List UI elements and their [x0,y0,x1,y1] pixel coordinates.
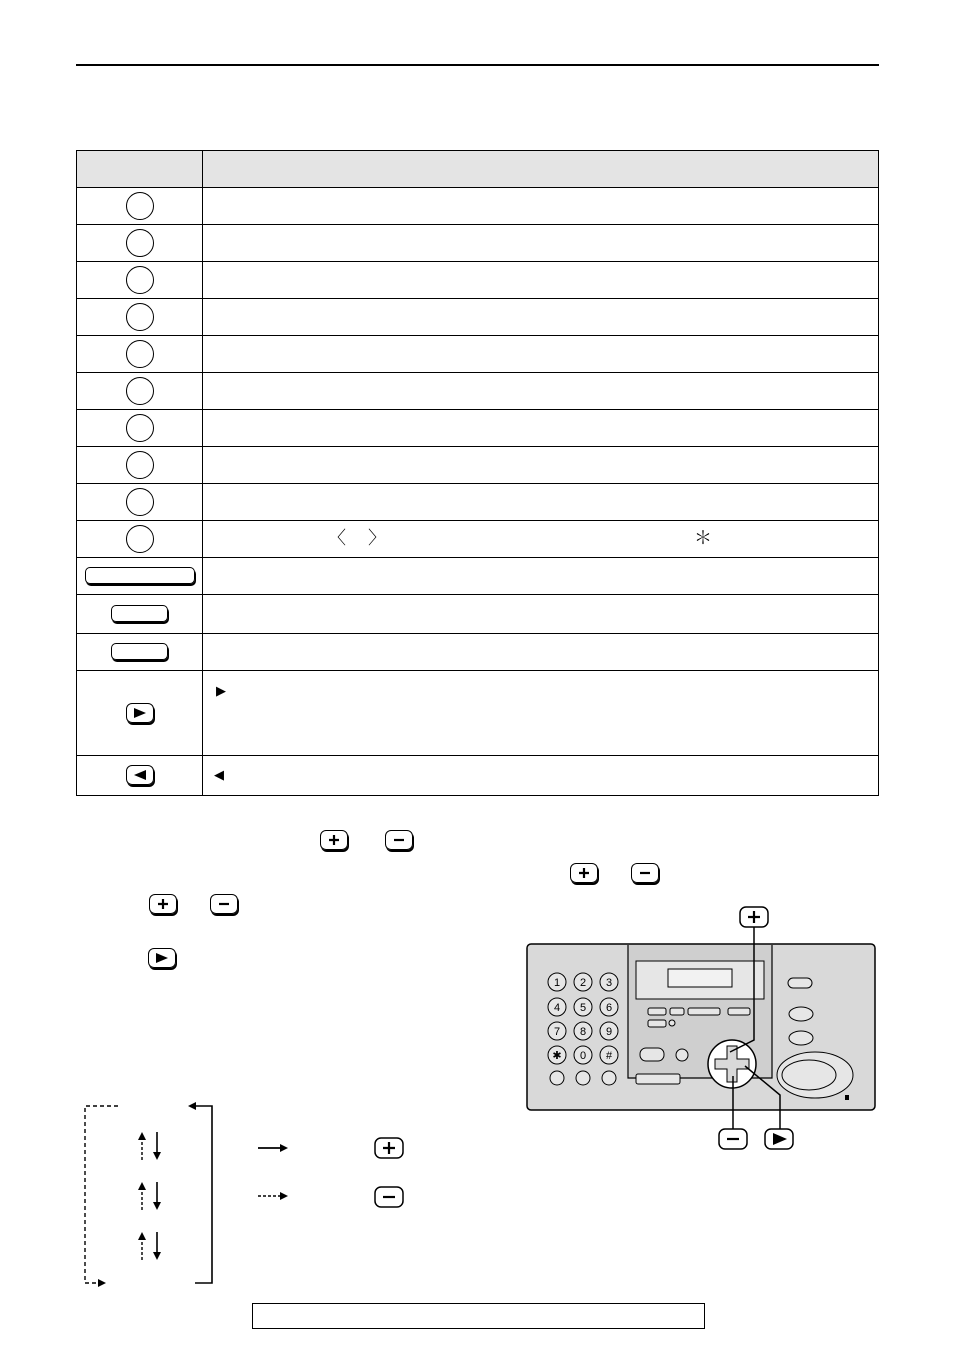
table-row [77,225,879,262]
row-description [203,225,879,262]
minus-button-icon [385,830,413,851]
plus-button-icon [570,863,598,884]
circle-key-icon [126,451,154,479]
wide-key-button-icon [85,567,195,584]
minus-button-icon [210,894,238,915]
keypad-key: 7 [553,1026,561,1038]
row-description [203,299,879,336]
plus-button-icon [149,894,177,915]
table-row [77,634,879,671]
up-down-arrows-icon [138,1132,161,1160]
keypad-key: 4 [553,1002,561,1014]
row-description [203,373,879,410]
panel-minus-key-icon [719,1129,747,1149]
table-row [77,558,879,595]
dashed-arrow-legend [258,1187,403,1207]
cycle-diagram [75,1095,425,1295]
keypad-key: 9 [605,1026,613,1038]
circle-key-icon [126,192,154,220]
table-row [77,262,879,299]
keypad-key: # [605,1050,613,1062]
right-bullet-icon: ▶ [216,683,226,698]
note-box [252,1303,705,1329]
keypad-key: 8 [579,1026,587,1038]
fax-control-panel-illustration [515,900,885,1160]
left-bullet-icon: ◀ [214,767,224,782]
panel-right-arrow-key-icon [765,1129,793,1149]
table-row [77,373,879,410]
circle-key-icon [126,266,154,294]
row-description [203,595,879,634]
keypad-key: 0 [579,1050,587,1062]
keypad-key: 6 [605,1002,613,1014]
table-row [77,447,879,484]
up-down-arrows-icon [138,1182,161,1210]
star-symbol: ＊ [694,528,712,548]
left-arrow-button-icon [126,765,154,785]
table-row [77,595,879,634]
key-column-header [77,151,203,188]
keypad-key: 3 [605,977,613,989]
right-arrow-button-icon [126,703,154,723]
keypad-key: 5 [579,1002,587,1014]
table-row [77,521,879,558]
row-description [203,410,879,447]
circle-key-icon [126,340,154,368]
right-angle-symbol: 〉 [368,528,386,548]
row-description [203,558,879,595]
up-down-arrows-icon [138,1232,161,1260]
table-row [77,336,879,373]
table-row [77,484,879,521]
circle-key-icon [126,229,154,257]
keypad-key: ✱ [552,1050,562,1062]
right-arrow-button-icon [148,948,176,969]
header-rule [76,64,879,66]
table-row [77,188,879,225]
panel-plus-key-icon [740,907,768,927]
solid-arrow-legend [258,1138,403,1158]
keypad-key: 2 [579,977,587,989]
row-description [203,671,879,756]
row-description [203,188,879,225]
description-column-header [203,151,879,188]
row-description [203,484,879,521]
row-description [203,634,879,671]
circle-key-icon [126,488,154,516]
row-description [203,336,879,373]
circle-key-icon [126,525,154,553]
row-description [203,447,879,484]
table-row [77,756,879,796]
row-description [203,521,879,558]
row-description [203,262,879,299]
row-description [203,756,879,796]
key-button-icon [111,605,168,622]
circle-key-icon [126,377,154,405]
circle-key-icon [126,303,154,331]
keys-table [76,150,879,796]
table-row [77,299,879,336]
table-header-row [77,151,879,188]
circle-key-icon [126,414,154,442]
minus-button-icon [631,863,659,884]
keypad-key: 1 [553,977,561,989]
key-button-icon [111,643,168,660]
plus-button-icon [320,830,348,851]
table-row [77,671,879,756]
table-row [77,410,879,447]
left-angle-symbol: 〈 [328,528,346,548]
